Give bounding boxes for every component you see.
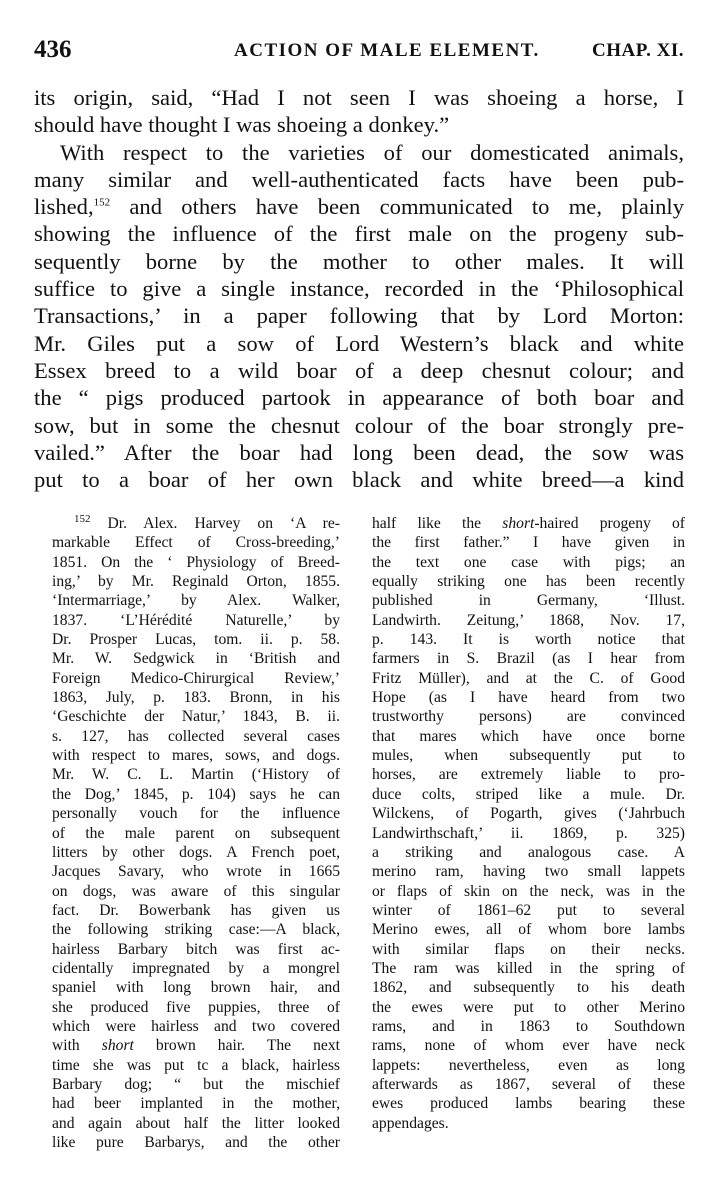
chapter-label: CHAP. XI. xyxy=(592,40,684,61)
text-fragment: brown hair. The next xyxy=(155,1037,340,1055)
footnote-line: appendages. xyxy=(372,1114,449,1132)
footnote-line: s. 127, has collected several cases xyxy=(52,727,340,745)
footnote-line: ing,’ by Mr. Reginald Orton, 1855. xyxy=(52,573,340,591)
footnote-line: ‘Intermarriage,’ by Alex. Walker, xyxy=(52,592,340,610)
footnote-line: Dr. Prosper Lucas, tom. ii. p. 58. xyxy=(52,631,340,649)
footnote-line: published in Germany, ‘Illust. xyxy=(372,592,685,610)
text-line: showing the influence of the first male on the progeny sub- xyxy=(34,221,684,247)
page-header xyxy=(34,36,684,72)
footnote-line: farmers in S. Brazil (as I hear from xyxy=(372,650,685,668)
footnote-line: merino ram, having two small lappets xyxy=(372,863,685,881)
text-line: vailed.” After the boar had long been dead, the sow was xyxy=(34,439,684,465)
footnote-line: the following striking case:—A black, xyxy=(52,921,340,939)
footnote-line: the Dog,’ 1845, p. 104) says he can xyxy=(52,785,340,803)
footnote-line: time she was put tc a black, hairless xyxy=(52,1056,340,1074)
footnote-line: trustworthy persons) are convinced xyxy=(372,708,685,726)
footnote-line: 1837. ‘L’Hérédité Naturelle,’ by xyxy=(52,611,340,629)
footnote-line: on dogs, was aware of this singular xyxy=(52,882,340,900)
footnote-line: had beer implanted in the mother, xyxy=(52,1095,340,1113)
text-fragment: lished, xyxy=(34,194,94,220)
text-fragment: Dr. Alex. Harvey on ‘A re- xyxy=(107,515,340,532)
text-line: Mr. Giles put a sow of Lord Western’s black and white xyxy=(34,330,684,356)
footnote-line: fact. Dr. Bowerbank has given us xyxy=(52,901,340,919)
footnote-line: afterwards as 1867, several of these xyxy=(372,1075,685,1093)
footnote-line: which were hairless and two covered xyxy=(52,1017,340,1035)
footnote-line: Mr. W. C. L. Martin (‘History of xyxy=(52,766,340,784)
footnote-number: 152 xyxy=(74,512,91,525)
footnote-line: winter of 1861–62 put to several xyxy=(372,901,685,919)
footnote-line: the text one case with pigs; an xyxy=(372,553,685,571)
footnote-line: lappets: nevertheless, even as long xyxy=(372,1056,685,1074)
footnote-column-right xyxy=(372,514,685,1133)
text-line: Essex breed to a wild boar of a deep chesnut colour; and xyxy=(34,357,684,383)
text-line: its origin, said, “Had I not seen I was shoeing a horse, I xyxy=(34,85,684,110)
footnote-line: The ram was killed in the spring of xyxy=(372,959,685,977)
footnote-line: 1862, and subsequently to his death xyxy=(372,979,685,997)
footnote-line: 1851. On the ‘ Physiology of Breed- xyxy=(52,553,340,571)
text-line: Transactions,’ in a paper following that by Lord Morton: xyxy=(34,303,684,329)
text-line: many similar and well-authenticated facts have been pub- xyxy=(34,166,684,192)
running-title: ACTION OF MALE ELEMENT. xyxy=(234,40,540,61)
footnote-line: duce colts, striped like a mule. Dr. xyxy=(372,785,685,803)
text-line: put to a boar of her own black and white breed—a kind xyxy=(34,467,684,493)
text-line: the “ pigs produced partook in appearance of both boar and xyxy=(34,385,684,411)
footnote-line: with respect to mares, sows, and dogs. xyxy=(52,747,340,765)
footnote-line: Jacques Savary, who wrote in 1665 xyxy=(52,863,340,881)
text-fragment: and others have been communicated to me, plainly xyxy=(129,194,684,220)
footnote-line: litters by other dogs. A French poet, xyxy=(52,843,340,861)
footnote-line: personally vouch for the influence xyxy=(52,805,340,823)
footnote-line: markable Effect of Cross-breeding,’ xyxy=(52,534,340,552)
footnote-line: equally striking one has been recently xyxy=(372,573,685,591)
footnote-line: or flaps of skin on the neck, was in the xyxy=(372,882,685,900)
text-fragment: half like the xyxy=(372,515,482,532)
footnote-line: ‘Geschichte der Natur,’ 1843, B. ii. xyxy=(52,708,340,726)
footnote-line: Wilckens, of Pogarth, gives (‘Jahrbuch xyxy=(372,805,685,823)
footnote-line: like pure Barbarys, and the other xyxy=(52,1134,340,1151)
footnote-column-left xyxy=(52,514,340,1152)
footnote-line xyxy=(372,514,685,533)
footnote-line: rams, none of whom ever have neck xyxy=(372,1037,685,1055)
footnote-line: hairless Barbary bitch was first ac- xyxy=(52,940,340,958)
footnote-line: spaniel with long brown hair, and xyxy=(52,979,340,997)
footnote-line: she produced five puppies, three of xyxy=(52,998,340,1016)
footnote-line: Mr. W. Sedgwick in ‘British and xyxy=(52,650,340,668)
text-line xyxy=(34,193,684,220)
footnote-line: the ewes were put to other Merino xyxy=(372,998,685,1016)
text-line: should have thought I was shoeing a donkey.” xyxy=(34,112,450,138)
footnote-line: that mares which have once borne xyxy=(372,727,685,745)
text-line: sow, but in some the chesnut colour of the boar strongly pre- xyxy=(34,412,684,438)
italic-word: short xyxy=(101,1037,134,1055)
footnote-line: Landwirthschaft,’ ii. 1869, p. 325) xyxy=(372,824,685,842)
footnote-line: and again about half the litter looked xyxy=(52,1114,340,1132)
footnote-line: Landwirth. Zeitung,’ 1868, Nov. 17, xyxy=(372,611,685,629)
footnote-line: a striking and analogous case. A xyxy=(372,843,685,861)
footnote-line: ewes produced lambs bearing these xyxy=(372,1095,685,1113)
main-text xyxy=(34,84,684,493)
text-fragment: with xyxy=(52,1037,80,1055)
footnote-line: horses, are extremely liable to pro- xyxy=(372,766,685,784)
text-line: With respect to the varieties of our domesticated animals, xyxy=(60,139,684,165)
footnote-line: rams, and in 1863 to Southdown xyxy=(372,1017,685,1035)
text-fragment: -haired progeny of xyxy=(534,515,685,532)
footnote-line: Hope (as I have heard from two xyxy=(372,689,685,707)
footnote-line xyxy=(52,514,340,533)
footnote-marker: 152 xyxy=(93,196,111,209)
footnote-line: Foreign Medico-Chirurgical Review,’ xyxy=(52,669,340,687)
italic-word: short xyxy=(502,515,535,532)
text-line: suffice to give a single instance, recorded in the ‘Philosophical xyxy=(34,276,684,302)
footnote-line xyxy=(52,1036,340,1055)
footnote-line: with similar flaps on their necks. xyxy=(372,940,685,958)
footnote-line: cidentally impregnated by a mongrel xyxy=(52,959,340,977)
footnote-line: p. 143. It is worth notice that xyxy=(372,631,685,649)
footnote-line: Merino ewes, all of whom bore lambs xyxy=(372,921,685,939)
page-number: 436 xyxy=(34,36,72,63)
footnote-line: Fritz Müller), and at the C. of Good xyxy=(372,669,685,687)
footnote-line: of the male parent on subsequent xyxy=(52,824,340,842)
text-line: sequently borne by the mother to other males. It will xyxy=(34,248,684,274)
footnote-line: Barbary dog; “ but the mischief xyxy=(52,1075,340,1093)
footnote-line: the first father.” I have given in xyxy=(372,534,685,552)
footnote-line: mules, when subsequently put to xyxy=(372,747,685,765)
footnote-line: 1863, July, p. 183. Bronn, in his xyxy=(52,689,340,707)
